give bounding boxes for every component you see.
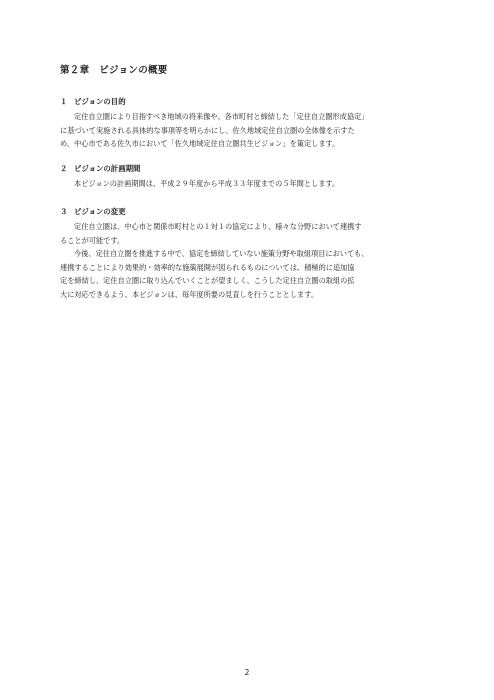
section-purpose — [60, 96, 440, 151]
section-heading-text: ビジョンの目的 — [74, 97, 126, 106]
section-number: ３ — [60, 207, 68, 216]
section-heading-text: ビジョンの計画期間 — [74, 164, 141, 173]
section-period — [60, 163, 440, 191]
paragraph-line: 今後、定住自立圏を推進する中で、協定を締結していない施策分野や取組項目においても、 — [74, 249, 369, 259]
paragraph-line: に基づいて実施される具体的な事項等を明らかにし、佐久地域定住自立圏の全体像を示すた — [60, 125, 355, 135]
section-heading — [60, 163, 440, 175]
section-number: １ — [60, 97, 68, 106]
paragraph — [60, 177, 440, 191]
section-number: ２ — [60, 164, 68, 173]
page-number: 2 — [244, 668, 250, 677]
paragraph-line: め、中心市である佐久市において「佐久地域定住自立圏共生ビジョン」を策定します。 — [60, 139, 340, 149]
paragraph-line: 連携することにより効果的・効率的な施策展開が図られるものについては、積極的に追加協 — [60, 262, 355, 272]
section-heading-text: ビジョンの変更 — [74, 207, 126, 216]
paragraph-line: 定住自立圏は、中心市と関係市町村との１対１の協定により、様々な分野において連携す — [74, 222, 362, 231]
paragraph-line: 大に対応できるよう、本ビジョンは、毎年度所要の見直しを行うこととします。 — [60, 289, 319, 299]
section-revision — [60, 206, 440, 302]
chapter-title: 第２章 ビジョンの概要 — [60, 65, 168, 76]
paragraph-line: 本ビジョンの計画期間は、平成２９年度から平成３３年度までの５年間とします。 — [74, 179, 340, 188]
section-heading — [60, 96, 440, 108]
paragraph — [60, 247, 440, 301]
paragraph — [60, 110, 440, 151]
paragraph — [60, 220, 440, 247]
paragraph-line: ることが可能です。 — [60, 235, 125, 245]
paragraph-line: 定住自立圏により目指すべき地域の将来像や、各市町村と締結した「定住自立圏形成協定」 — [74, 112, 369, 121]
paragraph-line: 定を締結し、定住自立圏に取り込んでいくことが望ましく、こうした定住自立圏の取組の拡 — [60, 276, 355, 286]
section-heading — [60, 206, 440, 218]
